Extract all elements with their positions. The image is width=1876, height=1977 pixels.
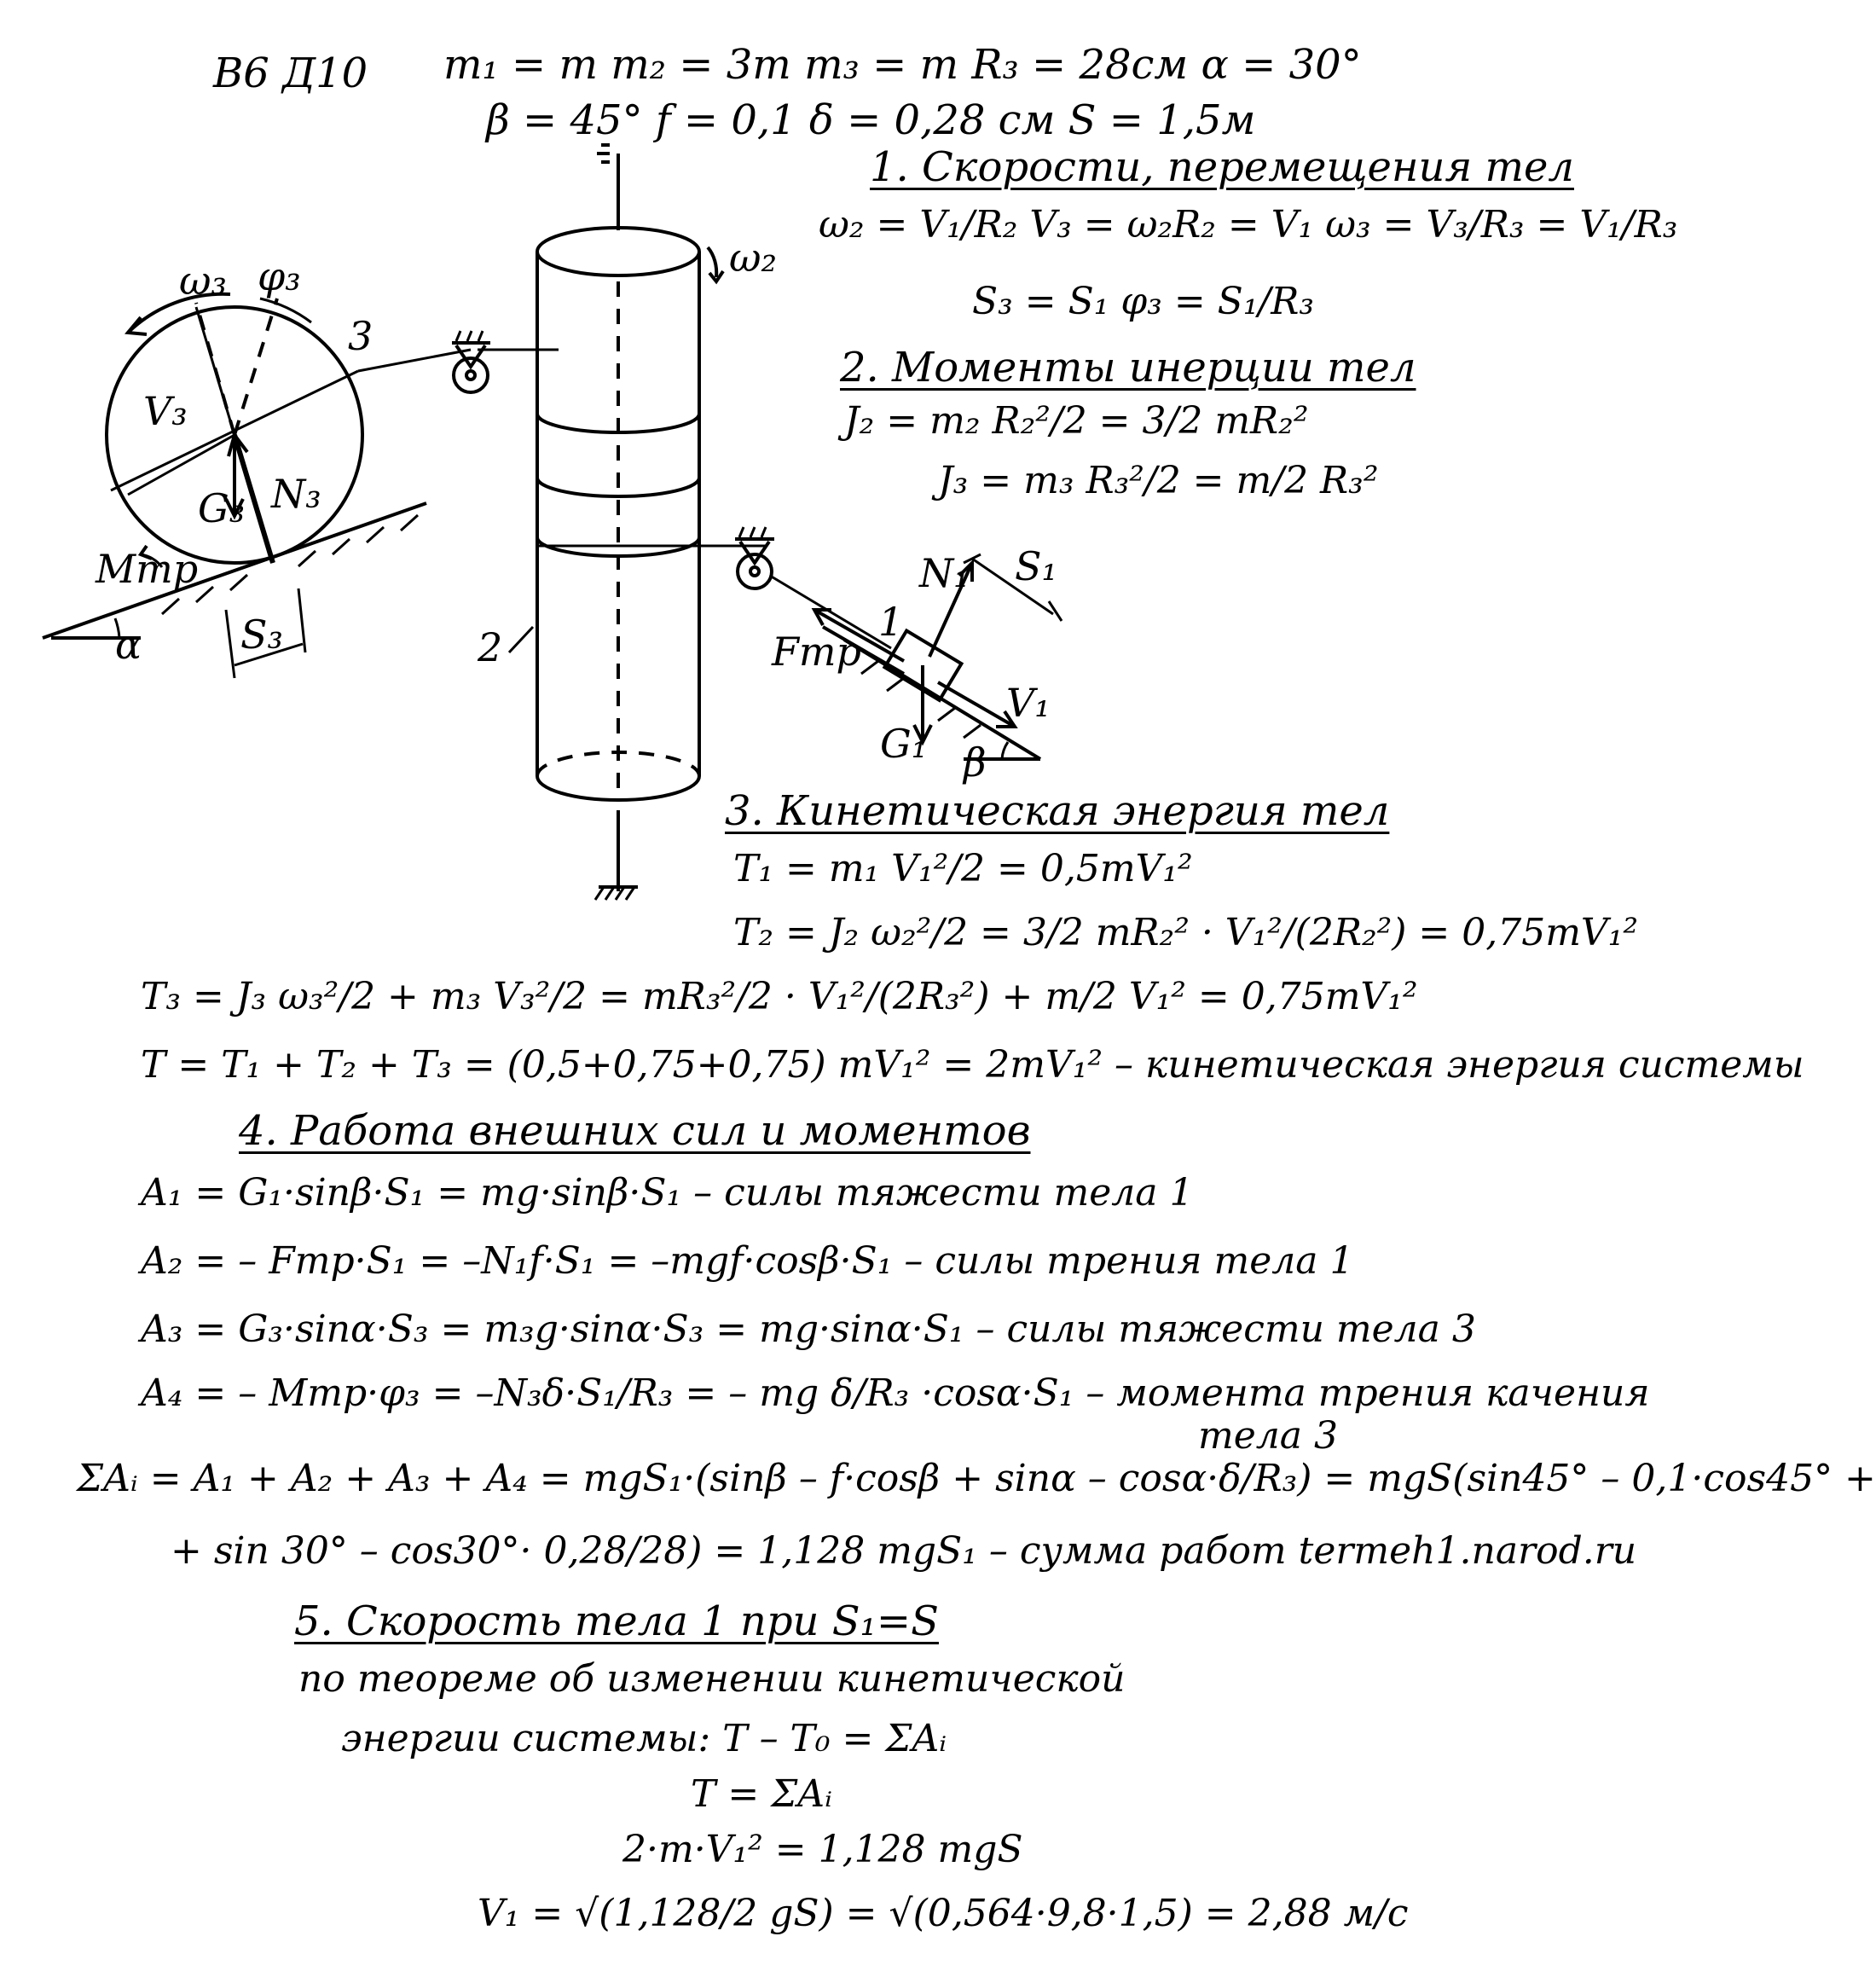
- section-5-title: 5. Скорость тела 1 при S₁=S: [294, 1597, 939, 1645]
- section-3-line-3: T₃ = J₃ ω₃²/2 + m₃ V₃²/2 = mR₃²/2 · V₁²/(2R₃²) + m/2 V₁² = 0,75mV₁²: [141, 975, 1418, 1018]
- params-line-2: β = 45° f = 0,1 δ = 0,28 см S = 1,5м: [486, 96, 1256, 144]
- section-5-line-3: T = ΣAᵢ: [691, 1772, 832, 1816]
- section-3-line-1: T₁ = m₁ V₁²/2 = 0,5mV₁²: [733, 847, 1193, 890]
- label-ftr: Fтр: [772, 629, 861, 675]
- label-v1: V₁: [1006, 680, 1051, 726]
- label-body1: 1: [878, 599, 904, 645]
- section-3-line-2: T₂ = J₂ ω₂²/2 = 3/2 mR₂² · V₁²/(2R₂²) = 0,75mV₁²: [733, 911, 1638, 954]
- work-a2: A₂ = – Fтр·S₁ = –N₁f·S₁ = –mgf·cosβ·S₁ – силы трения тела 1: [141, 1239, 1354, 1283]
- work-a4-tail: тела 3: [1198, 1414, 1338, 1458]
- label-omega3: ω₃: [179, 258, 227, 304]
- label-mtr: Mтр: [96, 546, 199, 592]
- drum-body-2: [509, 145, 723, 900]
- label-s3: S₃: [240, 612, 283, 658]
- label-alpha: α: [115, 622, 142, 668]
- section-5-line-2: энергии системы: T – T₀ = ΣAᵢ: [341, 1717, 947, 1760]
- section-2-line-2: J₃ = m₃ R₃²/2 = m/2 R₃²: [938, 459, 1379, 502]
- label-v3: V₃: [143, 388, 188, 434]
- work-a1: A₁ = G₁·sinβ·S₁ = mg·sinβ·S₁ – силы тяжести тела 1: [141, 1171, 1194, 1215]
- label-omega2: ω₂: [729, 235, 777, 281]
- label-g3: G₃: [198, 485, 246, 531]
- label-body2: 2: [478, 624, 503, 670]
- section-2-line-1: J₂ = m₂ R₂²/2 = 3/2 mR₂²: [844, 399, 1309, 443]
- label-phi3: φ₃: [258, 253, 301, 299]
- label-s1: S₁: [1015, 543, 1057, 589]
- section-1-line-1: ω₂ = V₁/R₂ V₃ = ω₂R₂ = V₁ ω₃ = V₃/R₃ = V₁/R₃: [819, 203, 1678, 246]
- section-3-title: 3. Кинетическая энергия тел: [725, 787, 1390, 835]
- section-4-title: 4. Работа внешних сил и моментов: [239, 1107, 1031, 1155]
- section-1-line-2: S₃ = S₁ φ₃ = S₁/R₃: [972, 280, 1315, 323]
- section-5-line-4: 2·m·V₁² = 1,128 mgS: [622, 1828, 1023, 1871]
- section-2-title: 2. Моменты инерции тел: [840, 344, 1416, 391]
- work-a4: A₄ = – Mтр·φ₃ = –N₃δ·S₁/R₃ = – mg δ/R₃ ·cosα·S₁ – момента трения качения: [141, 1371, 1650, 1415]
- variant-label: В6 Д10: [213, 49, 368, 97]
- label-beta: β: [964, 739, 987, 786]
- section-1-title: 1. Скорости, перемещения тел: [870, 143, 1574, 191]
- label-n3: N₃: [271, 471, 321, 517]
- section-5-line-5: V₁ = √(1,128/2 gS) = √(0,564·9,8·1,5) = 2,88 м/с: [478, 1892, 1409, 1935]
- work-sum-line-2: + sin 30° – cos30°· 0,28/28) = 1,128 mgS₁ – сумма работ termeh1.narod.ru: [171, 1529, 1637, 1573]
- work-a3: A₃ = G₃·sinα·S₃ = m₃g·sinα·S₃ = mg·sinα·S₁ – силы тяжести тела 3: [141, 1307, 1476, 1351]
- params-line-1: m₁ = m m₂ = 3m m₃ = m R₃ = 28см α = 30°: [443, 41, 1362, 89]
- section-3-line-4: T = T₁ + T₂ + T₃ = (0,5+0,75+0,75) mV₁² = 2mV₁² – кинетическая энергия системы: [141, 1043, 1804, 1087]
- section-5-line-1: по теореме об изменении кинетической: [298, 1657, 1126, 1701]
- label-body3: 3: [348, 313, 373, 359]
- label-g1: G₁: [880, 721, 928, 767]
- work-sum-line-1: ΣAᵢ = A₁ + A₂ + A₃ + A₄ = mgS₁·(sinβ – f·cosβ + sinα – cosα·δ/R₃) = mgS(sin45° – 0,1·cos45° +: [77, 1457, 1876, 1500]
- upper-pulley: [452, 331, 490, 392]
- label-n1: N₁: [919, 550, 970, 596]
